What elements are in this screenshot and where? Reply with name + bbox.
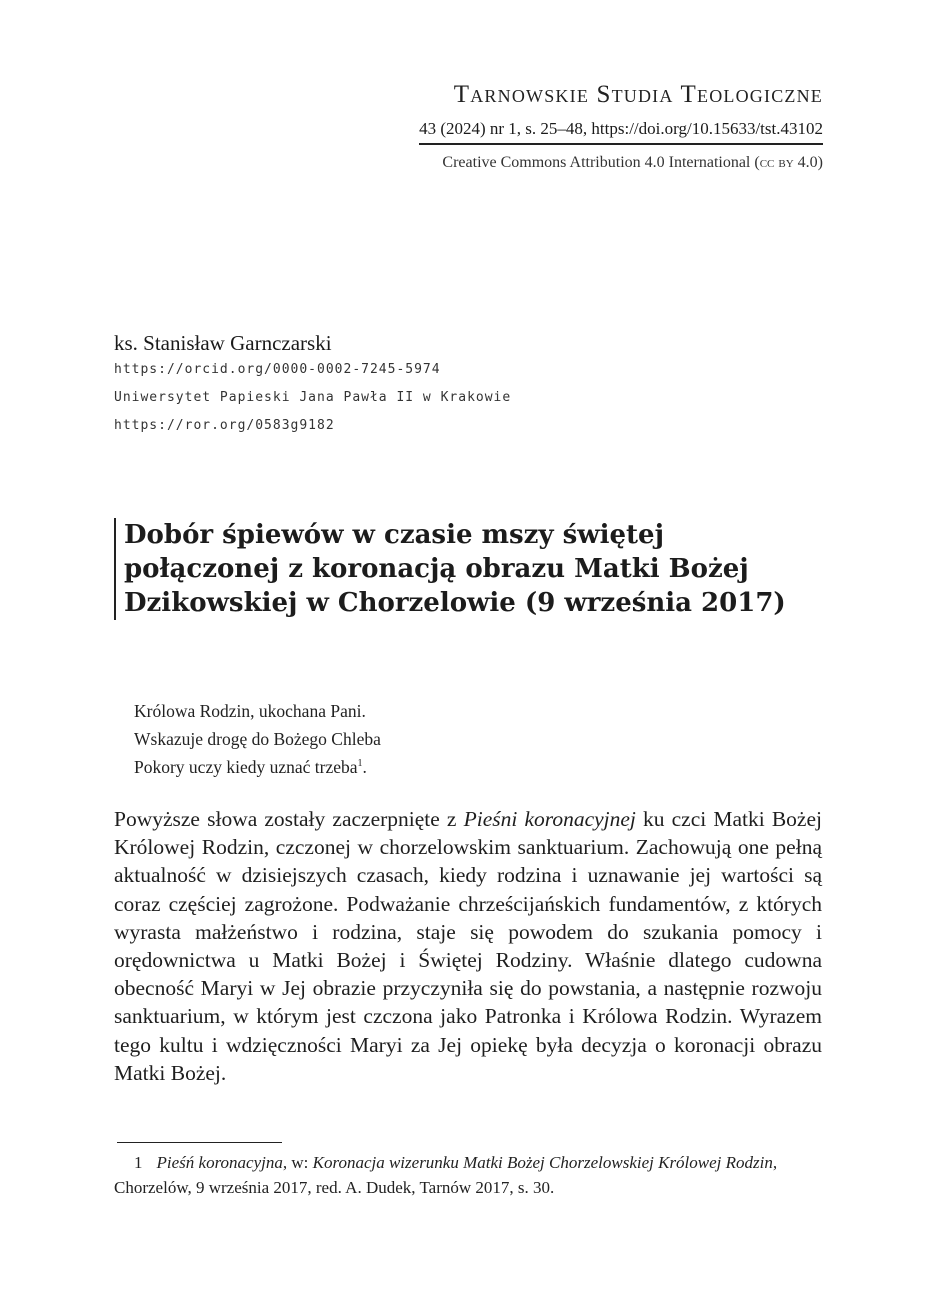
epigraph-line-3 [134,753,381,781]
footnote-italic-1: Pieśń koronacyjna [156,1153,283,1172]
author-ror[interactable]: https://ror.org/0583g9182 [114,418,335,433]
license-prefix: Creative Commons Attribution 4.0 International ( [442,154,760,171]
title-line-3: Dzikowskiej w Chorzelowie (9 września 2017) [124,588,786,618]
epigraph-line-3-end: . [362,757,367,777]
journal-header [419,80,823,174]
journal-title: Tarnowskie Studia Teologiczne [453,81,823,108]
doi-line[interactable]: 43 (2024) nr 1, s. 25–48, https://doi.org/10.15633/tst.43102 [419,118,823,145]
body-italic-1: Pieśni koronacyjnej [463,807,636,831]
footnote-part-2: , Chorzelów, 9 września 2017, red. A. Dudek, Tarnów 2017, s. 30. [114,1153,778,1197]
author-name: ks. Stanisław Garnczarski [114,331,332,355]
license-suffix: 4.0) [793,154,823,171]
footnote-italic-2: Koronacja wizerunku Matki Bożej Chorzelowskiej Królowej Rodzin [312,1153,773,1172]
author-block [114,330,511,440]
footnote-part-1: , w: [282,1153,313,1172]
body-part-1: Powyższe słowa zostały zaczerpnięte z [114,807,464,831]
article-title [114,518,834,620]
author-affiliation: Uniwersytet Papieski Jana Pawła II w Krakowie [114,390,512,405]
epigraph-line-1: Królowa Rodzin, ukochana Pani. [134,701,366,721]
license-line [419,152,823,174]
title-line-2: połączonej z koronacją obrazu Matki Bożej [124,554,749,584]
epigraph-line-2: Wskazuje drogę do Bożego Chleba [134,729,381,749]
epigraph [134,697,381,781]
epigraph-line-3-text: Pokory uczy kiedy uznać trzeba [134,757,358,777]
license-cc: cc by [759,154,794,171]
footnote-1 [114,1150,826,1200]
footnote-ref[interactable]: 1 [357,758,363,770]
author-orcid[interactable]: https://orcid.org/0000-0002-7245-5974 [114,362,441,377]
footnote-divider [117,1142,282,1143]
title-line-1: Dobór śpiewów w czasie mszy świętej [124,520,665,550]
body-part-2: ku czci Matki Bożej Królowej Rodzin, czczonej w chorzelowskim sanktuarium. Zachowują one pełną aktualność w dzisiejszych czasach, kiedy rodzina i uznawanie jej wartości są coraz częściej zagrożone. Podważanie chrześcijańskich fundamentów, z których wyrasta małżeństwo i rodzina, staje się powodem do szukania pomocy i orędownictwa u Matki Bożej i Świętej Rodziny. Właśnie dlatego cudowna obecność Maryi w Jej obrazie przyczyniła się do powstania, a następnie rozwoju sanktuarium, w którym jest czczona jako Patronka i Królowa Rodzin. Wyrazem tego kultu i wdzięczności Maryi za Jej opiekę była decyzja o koronacji obrazu Matki Bożej. [114,807,822,1085]
body-paragraph [114,805,822,1087]
footnote-number: 1 [134,1153,143,1172]
